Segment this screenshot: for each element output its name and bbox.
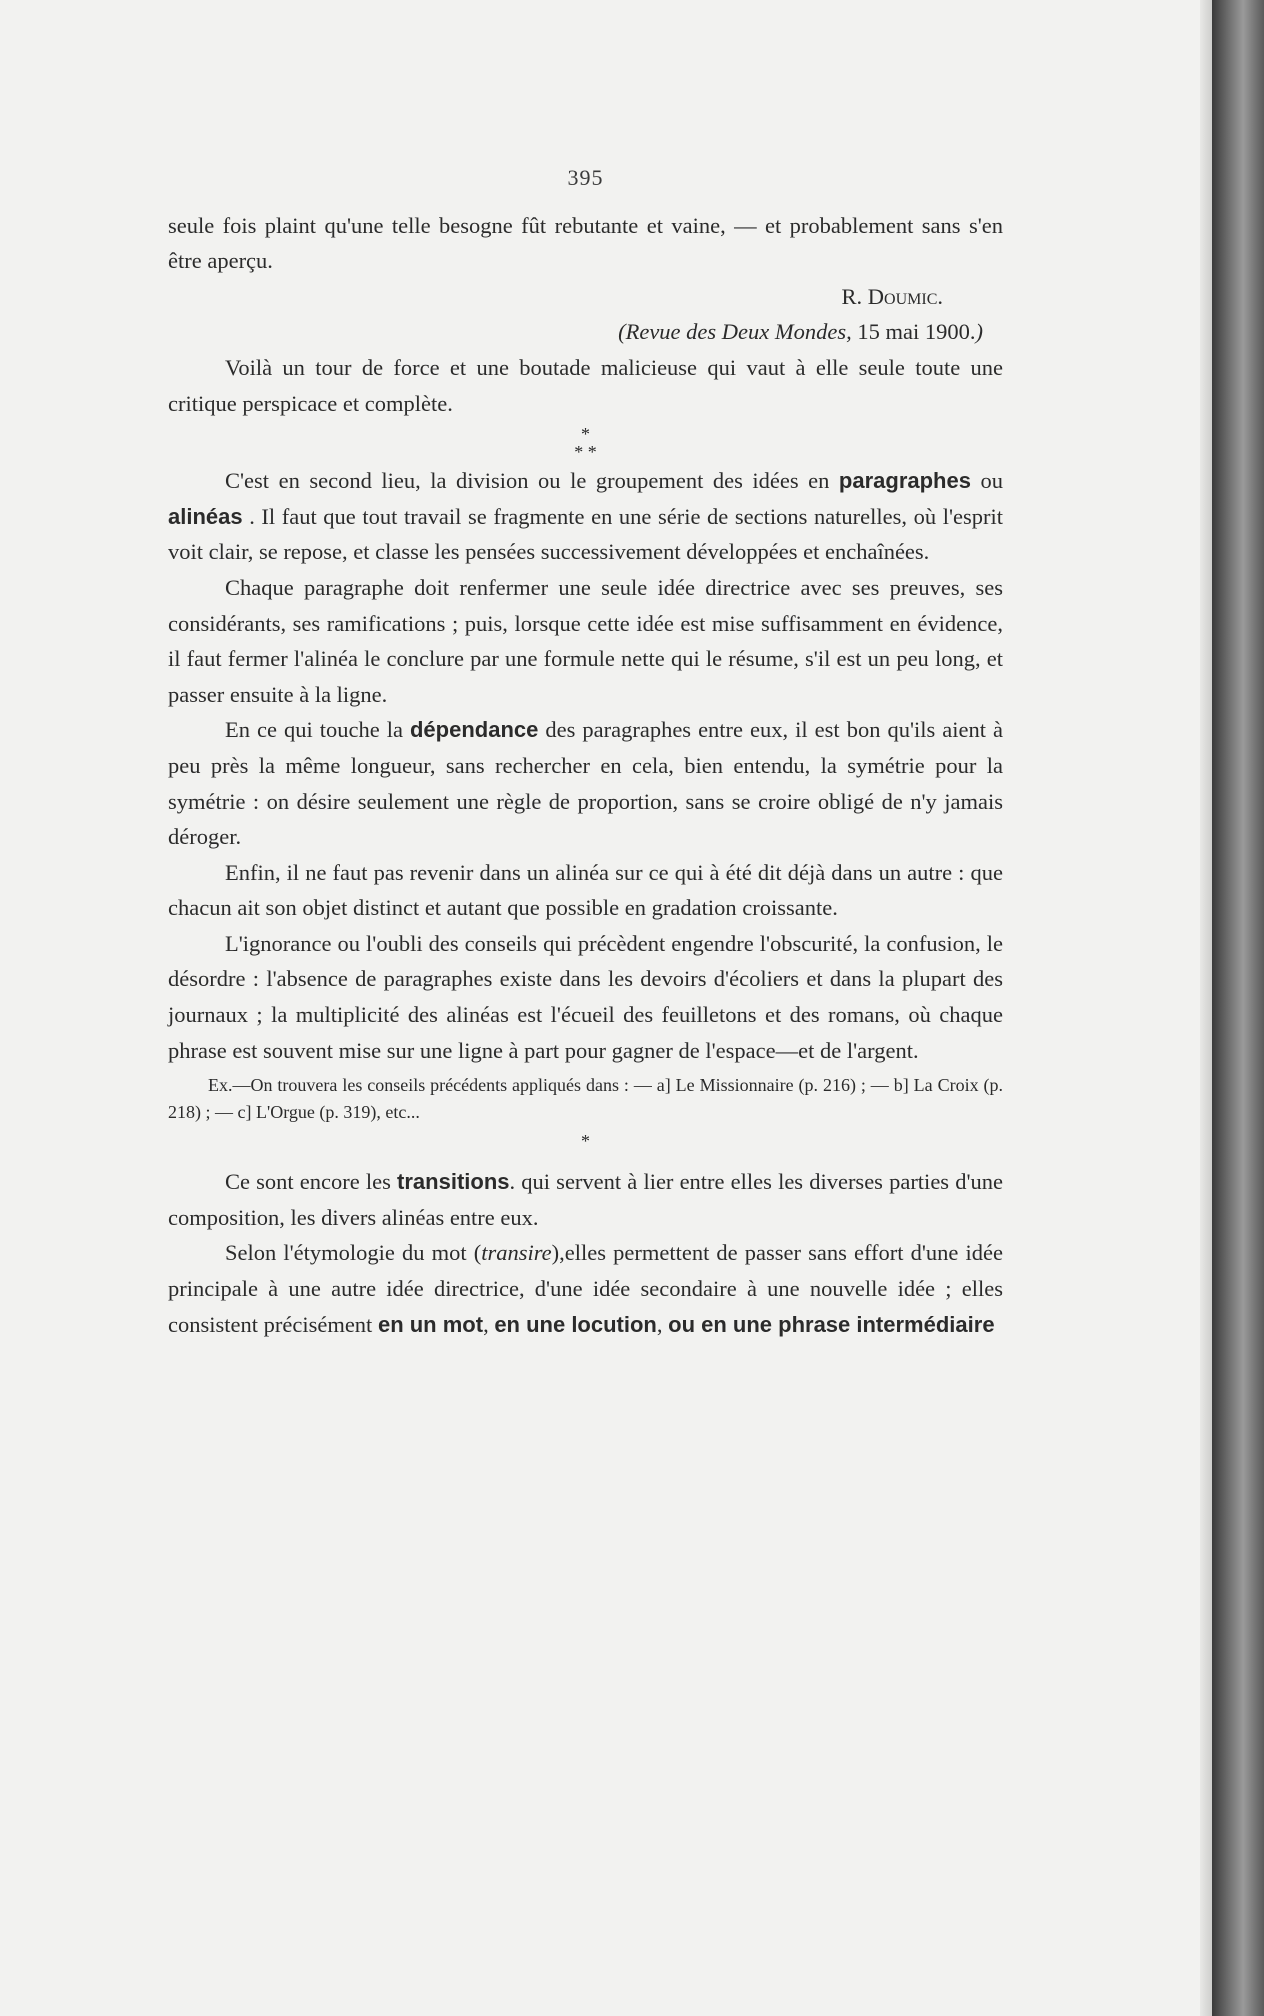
- page-edge-shadow: [1200, 0, 1212, 2016]
- paragraph-second-lead: C'est en second lieu, la division ou le groupement des idées en: [225, 468, 839, 494]
- paragraph-dependance-rest: des paragraphes entre eux, il est bon qu'ils aient à peu près la même longueur, sans rechercher en cela, bien entendu, la symétrie pour la symétrie : on désire seulement une règle de proportion, sans se croire obligé de n'y jamais déroger.: [168, 717, 1003, 850]
- paragraph-second-mid: ou: [970, 468, 1003, 494]
- asterism-divider: [168, 421, 1003, 463]
- separator-2: ,: [656, 1311, 669, 1337]
- paragraph-second-rest: . Il faut que tout travail se fragmente en une série de sections naturelles, où l'esprit voit clair, se repose, et classe les pensées successivement développées et enchaînées.: [168, 503, 1003, 565]
- asterism-divider-2: *: [581, 1131, 590, 1152]
- keyword-phrase-intermediaire: ou en une phrase intermédiaire: [668, 1311, 995, 1337]
- paragraph-opening: seule fois plaint qu'une telle besogne fût rebutante et vaine, — et probablement sans s'en être aperçu.: [168, 212, 1003, 274]
- keyword-dependance: dépendance: [409, 717, 539, 743]
- keyword-paragraphes: paragraphes: [838, 468, 971, 494]
- word-transire: transire: [481, 1240, 552, 1266]
- book-binding-edge: [1212, 0, 1264, 2016]
- text-block: [168, 160, 1003, 1342]
- separator-1: ,: [483, 1311, 495, 1337]
- paragraph-transitions-lead: Ce sont encore les: [225, 1169, 398, 1195]
- keyword-alineas: alinéas: [168, 503, 243, 529]
- source-date: 15 mai 1900.: [851, 319, 976, 345]
- paragraph-transitions: [168, 1164, 1003, 1235]
- paragraph-transitions-rest: . qui servent à lier entre elles les diverses parties d'une composition, les divers alinéas entre eux.: [168, 1169, 1003, 1230]
- paragraph-ignorance: L'ignorance ou l'oubli des conseils qui précèdent engendre l'obscurité, la confusion, le désordre : l'absence de paragraphes existe dans les devoirs d'écoliers et dans la plupart des journaux ; la multiplicité des alinéas est l'écueil des feuilletons et des romans, où chaque phrase est souvent mise sur une ligne à part pour gagner de l'espace—et de l'argent.: [168, 930, 1003, 1063]
- paragraph-selon-rest: ),elles permettent de passer sans effort d'une idée principale à une autre idée directrice, d'une idée secondaire à une nouvelle idée ; elles consistent précisément: [168, 1240, 1003, 1337]
- source-close-paren: ): [975, 319, 983, 345]
- paragraph-chaque: Chaque paragraphe doit renfermer une seule idée directrice avec ses preuves, ses considérants, ses ramifications ; puis, lorsque cette idée est mise suffisamment en évidence, il faut fermer l'alinéa le conclure par une formule nette qui le résume, s'il est un peu long, et passer ensuite à la ligne.: [168, 574, 1003, 707]
- source-citation: [168, 314, 1003, 350]
- asterism-bottom: * *: [574, 442, 597, 463]
- paragraph-selon-lead: Selon l'étymologie du mot (: [225, 1240, 482, 1266]
- paragraph-voila: Voilà un tour de force et une boutade malicieuse qui vaut à elle seule toute une critique perspicace et complète.: [168, 354, 1003, 416]
- source-open-paren: (: [618, 319, 626, 345]
- paragraph-enfin: Enfin, il ne faut pas revenir dans un alinéa sur ce qui à été dit déjà dans un autre : que chacun ait son objet distinct et autant que possible en gradation croissante.: [168, 859, 1003, 921]
- keyword-transitions: transitions: [397, 1169, 510, 1195]
- source-title: Revue des Deux Mondes,: [625, 319, 852, 345]
- paragraph-dependance: [168, 712, 1003, 854]
- paragraph-second: [168, 463, 1003, 570]
- author-signature: R. Doumic.: [841, 283, 943, 309]
- asterism-top: *: [581, 424, 590, 445]
- page-number: 395: [567, 165, 604, 190]
- keyword-locution: en une locution: [494, 1311, 657, 1337]
- keyword-mot: en un mot: [377, 1311, 484, 1337]
- paragraph-dependance-lead: En ce qui touche la: [225, 717, 410, 743]
- footnote-example: Ex.—On trouvera les conseils précédents appliqués dans : — a] Le Missionnaire (p. 216) ; — b] La Croix (p. 218) ; — c] L'Orgue (p. 319), etc...: [168, 1075, 1003, 1123]
- paragraph-selon: [168, 1235, 1003, 1342]
